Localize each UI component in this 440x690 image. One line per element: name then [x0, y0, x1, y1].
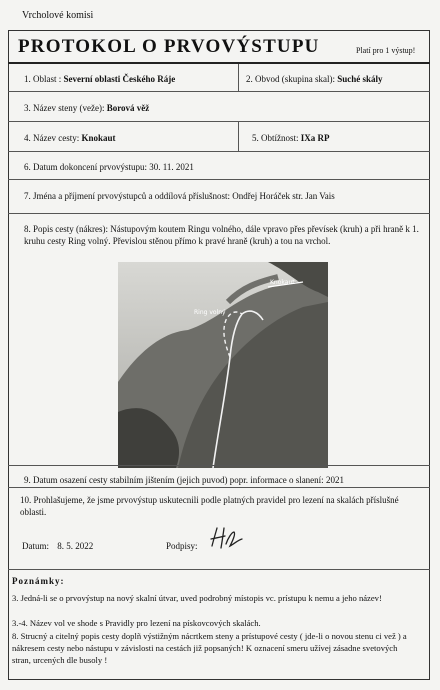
anchoring-value: 2021 [325, 475, 344, 485]
area-label: 1. Oblast : [24, 74, 62, 84]
note-item: 3.-4. Název vol ve shode s Pravidly pro lezení na pískovcových skalách. [12, 618, 261, 628]
date-label: 6. Datum dokoncení prvovýstupu: [24, 162, 147, 172]
district-label: 2. Obvod (skupina skal): [246, 74, 335, 84]
handwritten-signature [208, 526, 246, 552]
description-label: 8. Popis cesty (nákres): [24, 224, 108, 234]
area-field [24, 73, 175, 85]
climbers-field [24, 190, 335, 202]
area-value: Severní oblasti Českého Ráje [63, 74, 176, 84]
row-description [8, 214, 430, 466]
date-value: 30. 11. 2021 [149, 162, 194, 172]
wall-label: 3. Název steny (veže): [24, 103, 105, 113]
route-value: Knokaut [81, 133, 116, 143]
route-label: 4. Název cesty: [24, 133, 80, 143]
divider [238, 122, 239, 152]
difficulty-field [252, 132, 330, 144]
validity-note: Platí pro 1 výstup! [356, 46, 416, 55]
note-item: 3. Jedná-li se o prvovýstup na nový skalní útvar, uved podrobný místopis vc. prístupu k nemu a jeho název! [12, 593, 382, 603]
wall-field [24, 102, 149, 114]
anchoring-field [24, 474, 344, 486]
sign-date-value: 8. 5. 2022 [57, 541, 94, 551]
climbers-value: Ondřej Horáček str. Jan Vais [232, 191, 335, 201]
signature-date [22, 540, 93, 552]
commission-header: Vrcholové komisi [22, 10, 94, 21]
climbers-label: 7. Jména a příjmení prvovýstupců a oddílová příslušnost: [24, 191, 230, 201]
declaration-text: 10. Prohlašujeme, že jsme prvovýstup uskutecnili podle platných pravidel pro lezení na skalách příslušné oblasti. [20, 495, 399, 517]
difficulty-value: IXa RP [300, 133, 330, 143]
anchoring-label: 9. Datum osazení cesty stabilním jištením (jejich puvod) popr. informace o slanení: [24, 475, 324, 485]
photo-label-ring: Ring volný [194, 309, 226, 316]
note-item: 8. Strucný a citelný popis cesty doplñ výstižným nácrtkem steny a prístupové cesty ( jde-li o novou stenu ci vež ) a nákresem cesty nebo nástupu v závislosti na cestách již popsaných! K oznacení smeru užívej zásadne svetových stran, urcených dle busoly ! [12, 631, 407, 665]
wall-value: Borová věž [106, 103, 150, 113]
district-field [246, 73, 383, 85]
sign-date-label: Datum: [22, 541, 49, 551]
signatures-label: Podpisy: [166, 541, 198, 551]
difficulty-label: 5. Obtížnost: [252, 133, 299, 143]
date-field [24, 161, 194, 173]
divider [238, 64, 239, 92]
route-field [24, 132, 116, 144]
photo-label-knokaut: Knokaut [270, 279, 295, 286]
notes-title: Poznámky: [12, 576, 65, 586]
district-value: Suché skály [337, 74, 383, 84]
page-title: PROTOKOL O PRVOVÝSTUPU [18, 36, 320, 57]
description-value: Nástupovým koutem Ringu volného, dále vpravo přes převísek (kruh) a při hraně k 1. kruhu cesty Ring volný. Převislou stěnou přímo k pravé hraně (kruh) a tou na vrchol. [24, 224, 419, 246]
